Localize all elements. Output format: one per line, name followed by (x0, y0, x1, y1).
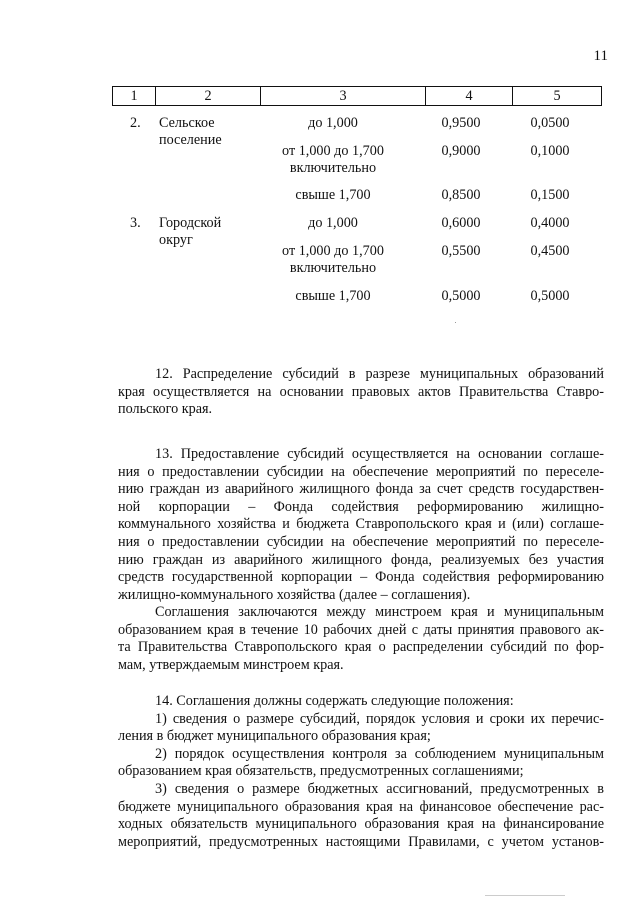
text-line: 2) порядок осуществления контроля за соблюдением муниципальным (155, 745, 604, 762)
value-cell-col4: 0,9500 (441, 115, 481, 131)
text-line: нию граждан из аварийного жилищного фонда, реализуемых без участия (118, 551, 604, 568)
text-line: коммунального хозяйства и бюджета Ставропольского края и (или) соглаше- (118, 516, 604, 533)
value-cell-col5: 0,1500 (530, 187, 570, 203)
paragraph-13 (118, 446, 604, 604)
text-line: 3) сведения о размере бюджетных ассигнований, предусмотренных в (155, 780, 604, 797)
range-cell-line-2: включительно (289, 260, 377, 276)
scan-speck (455, 322, 456, 323)
group-name-line-1: Городской (159, 215, 222, 231)
value-cell-col4: 0,5500 (441, 243, 481, 259)
value-cell-col5: 0,0500 (530, 115, 570, 131)
header-cell-1: 1 (113, 87, 156, 105)
text-line: ния о предоставлении субсидии на обеспечение мероприятий по переселе- (118, 463, 604, 480)
value-cell-col4: 0,5000 (441, 288, 481, 304)
text-line: 14. Соглашения должны содержать следующие положения: (155, 693, 514, 709)
range-cell-line-2: включительно (289, 160, 377, 176)
group-number: 2. (130, 115, 141, 131)
value-cell-col5: 0,1000 (530, 143, 570, 159)
scan-edge-mark (485, 895, 565, 896)
text-line: мам, утверждаемым минстроем края. (118, 656, 344, 673)
text-line: ной корпорации – Фонда содействия реформированию жилищно- (118, 498, 604, 515)
value-cell-col4: 0,8500 (441, 187, 481, 203)
page-number: 11 (593, 48, 608, 64)
range-cell-line-1: от 1,000 до 1,700 (282, 143, 384, 159)
table-header-row (112, 86, 602, 106)
text-line: мероприятий, предусмотренных настоящими Правилами, с учетом установ- (118, 833, 604, 850)
text-line: ния о предоставлении субсидии на обеспечение мероприятий по переселе- (118, 533, 604, 550)
header-cell-2: 2 (156, 87, 261, 105)
text-line: ходных обязательств муниципального образования края на финансирование (118, 816, 604, 833)
group-name-line-1: Сельское (159, 115, 215, 131)
text-line: та Правительства Ставропольского края о распределении субсидий по фор- (118, 639, 604, 656)
text-line: бюджете муниципального образования края на финансовое обеспечение рас- (118, 798, 604, 815)
paragraph-12 (118, 366, 604, 419)
text-line: образованием края обязательств, предусмотренных соглашениями; (118, 763, 524, 780)
text-line: Соглашения заключаются между минстроем края и муниципальным (155, 604, 604, 620)
text-line: 13. Предоставление субсидий осуществляется на основании соглаше- (155, 446, 604, 462)
value-cell-col4: 0,9000 (441, 143, 481, 159)
range-cell: до 1,000 (308, 215, 358, 231)
text-line: образованием края в течение 10 рабочих дней с даты принятия правового ак- (118, 621, 604, 638)
range-cell: до 1,000 (308, 115, 358, 131)
group-name-line-2: округ (159, 232, 193, 248)
range-cell: свыше 1,700 (295, 288, 371, 304)
value-cell-col5: 0,4500 (530, 243, 570, 259)
text-line: польского края. (118, 401, 213, 418)
header-cell-3: 3 (261, 87, 426, 105)
text-line: средств государственной корпорации – Фонда содействия реформированию (118, 569, 604, 586)
header-cell-4: 4 (426, 87, 513, 105)
group-number: 3. (130, 215, 141, 231)
value-cell-col5: 0,4000 (530, 215, 570, 231)
text-line: нию граждан из аварийного жилищного фонда за счет средств государствен- (118, 481, 604, 498)
group-name-line-2: поселение (159, 132, 222, 148)
range-cell-line-1: от 1,000 до 1,700 (282, 243, 384, 259)
text-line: жилищно-коммунального хозяйства (далее – соглашения). (118, 586, 471, 603)
text-line: 1) сведения о размере субсидий, порядок условия и сроки их перечис- (155, 710, 604, 727)
header-cell-5: 5 (553, 88, 561, 104)
value-cell-col5: 0,5000 (530, 288, 570, 304)
value-cell-col4: 0,6000 (441, 215, 481, 231)
range-cell: свыше 1,700 (295, 187, 371, 203)
text-line: края осуществляется на основании правовых актов Правительства Ставро- (118, 383, 604, 400)
text-line: ления в бюджет муниципального образования края; (118, 728, 431, 745)
paragraph-13-continuation (118, 604, 604, 674)
text-line: 12. Распределение субсидий в разрезе муниципальных образований (155, 366, 604, 382)
paragraph-14 (118, 693, 604, 851)
